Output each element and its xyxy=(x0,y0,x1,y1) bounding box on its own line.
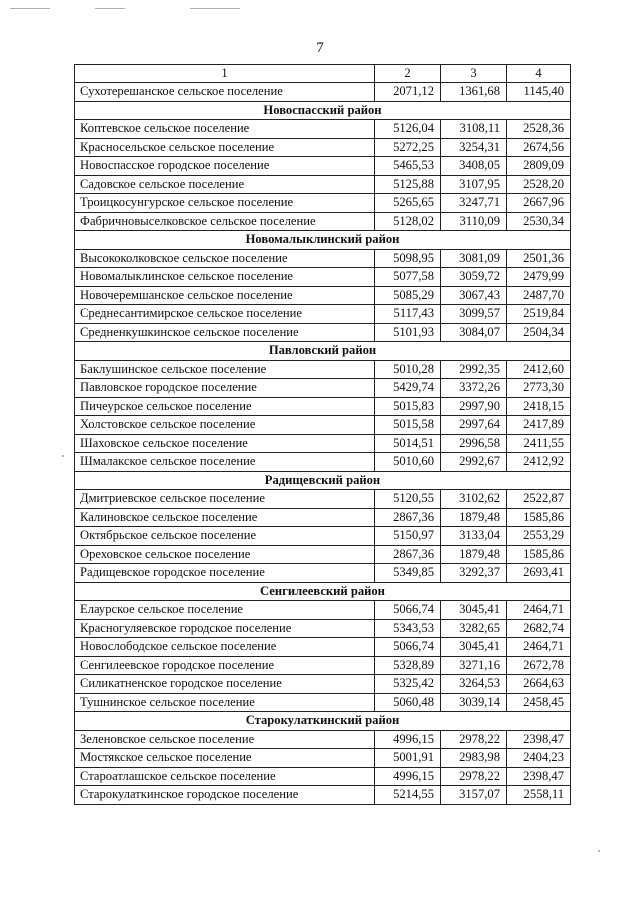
table-row xyxy=(75,564,571,583)
table-row xyxy=(75,434,571,453)
value-cell-4: 2411,55 xyxy=(507,434,571,453)
value-cell-3: 3084,07 xyxy=(441,323,507,342)
table-row xyxy=(75,286,571,305)
value-cell-3: 1879,48 xyxy=(441,545,507,564)
settlement-name-cell: Калиновское сельское поселение xyxy=(75,508,375,527)
table-row xyxy=(75,120,571,139)
value-cell-4: 2504,34 xyxy=(507,323,571,342)
value-cell-3: 1361,68 xyxy=(441,83,507,102)
value-cell-4: 2412,92 xyxy=(507,453,571,472)
district-title: Новомалыклинский район xyxy=(75,231,571,250)
value-cell-3: 3264,53 xyxy=(441,675,507,694)
value-cell-3: 3108,11 xyxy=(441,120,507,139)
value-cell-2: 5429,74 xyxy=(375,379,441,398)
scan-artifact xyxy=(190,8,240,9)
value-cell-4: 2487,70 xyxy=(507,286,571,305)
value-cell-3: 3099,57 xyxy=(441,305,507,324)
value-cell-3: 2997,64 xyxy=(441,416,507,435)
value-cell-2: 5010,28 xyxy=(375,360,441,379)
settlement-name-cell: Холстовское сельское поселение xyxy=(75,416,375,435)
value-cell-4: 2464,71 xyxy=(507,638,571,657)
settlement-name-cell: Баклушинское сельское поселение xyxy=(75,360,375,379)
header-cell: 4 xyxy=(507,65,571,83)
settlement-name-cell: Красногуляевское городское поселение xyxy=(75,619,375,638)
settlement-name-cell: Староатлашское сельское поселение xyxy=(75,767,375,786)
value-cell-3: 2978,22 xyxy=(441,730,507,749)
table-row xyxy=(75,545,571,564)
value-cell-2: 5101,93 xyxy=(375,323,441,342)
value-cell-4: 1585,86 xyxy=(507,545,571,564)
table-row xyxy=(75,601,571,620)
value-cell-3: 3271,16 xyxy=(441,656,507,675)
value-cell-3: 2983,98 xyxy=(441,749,507,768)
value-cell-4: 2398,47 xyxy=(507,730,571,749)
value-cell-2: 5060,48 xyxy=(375,693,441,712)
value-cell-2: 5272,25 xyxy=(375,138,441,157)
value-cell-3: 2992,35 xyxy=(441,360,507,379)
table-row xyxy=(75,397,571,416)
value-cell-3: 3045,41 xyxy=(441,638,507,657)
scan-artifact xyxy=(10,8,50,9)
table-row xyxy=(75,138,571,157)
table-row xyxy=(75,786,571,805)
table-row xyxy=(75,767,571,786)
settlement-name-cell: Ореховское сельское поселение xyxy=(75,545,375,564)
value-cell-4: 2558,11 xyxy=(507,786,571,805)
settlement-name-cell: Троицкосунгурское сельское поселение xyxy=(75,194,375,213)
settlement-name-cell: Пичеурское сельское поселение xyxy=(75,397,375,416)
value-cell-4: 2553,29 xyxy=(507,527,571,546)
value-cell-3: 3157,07 xyxy=(441,786,507,805)
table-row xyxy=(75,749,571,768)
value-cell-3: 2978,22 xyxy=(441,767,507,786)
value-cell-4: 2479,99 xyxy=(507,268,571,287)
scan-artifact xyxy=(62,455,64,457)
value-cell-3: 3408,05 xyxy=(441,157,507,176)
table-row xyxy=(75,453,571,472)
value-cell-3: 2992,67 xyxy=(441,453,507,472)
value-cell-4: 2418,15 xyxy=(507,397,571,416)
value-cell-3: 3254,31 xyxy=(441,138,507,157)
value-cell-3: 1879,48 xyxy=(441,508,507,527)
value-cell-3: 3059,72 xyxy=(441,268,507,287)
table-header-row xyxy=(75,65,571,83)
settlement-name-cell: Дмитриевское сельское поселение xyxy=(75,490,375,509)
table-row xyxy=(75,675,571,694)
value-cell-3: 3292,37 xyxy=(441,564,507,583)
scan-artifact xyxy=(95,8,125,9)
settlement-name-cell: Фабричновыселковское сельское поселение xyxy=(75,212,375,231)
value-cell-2: 5349,85 xyxy=(375,564,441,583)
value-cell-2: 5465,53 xyxy=(375,157,441,176)
value-cell-3: 3110,09 xyxy=(441,212,507,231)
district-title: Радищевский район xyxy=(75,471,571,490)
district-header-row xyxy=(75,101,571,120)
value-cell-4: 2404,23 xyxy=(507,749,571,768)
settlement-name-cell: Елаурское сельское поселение xyxy=(75,601,375,620)
value-cell-2: 5015,83 xyxy=(375,397,441,416)
settlement-name-cell: Октябрьское сельское поселение xyxy=(75,527,375,546)
value-cell-2: 5001,91 xyxy=(375,749,441,768)
value-cell-2: 5066,74 xyxy=(375,601,441,620)
value-cell-2: 5214,55 xyxy=(375,786,441,805)
value-cell-2: 5077,58 xyxy=(375,268,441,287)
table-row xyxy=(75,656,571,675)
settlement-name-cell: Павловское городское поселение xyxy=(75,379,375,398)
value-cell-2: 2867,36 xyxy=(375,545,441,564)
settlement-name-cell: Мостякское сельское поселение xyxy=(75,749,375,768)
table-row xyxy=(75,157,571,176)
table-row xyxy=(75,619,571,638)
value-cell-2: 5343,53 xyxy=(375,619,441,638)
value-cell-2: 5117,43 xyxy=(375,305,441,324)
value-cell-4: 2773,30 xyxy=(507,379,571,398)
header-cell: 2 xyxy=(375,65,441,83)
district-title: Новоспасский район xyxy=(75,101,571,120)
value-cell-3: 2996,58 xyxy=(441,434,507,453)
value-cell-2: 5066,74 xyxy=(375,638,441,657)
settlement-name-cell: Зеленовское сельское поселение xyxy=(75,730,375,749)
value-cell-4: 2693,41 xyxy=(507,564,571,583)
value-cell-4: 2664,63 xyxy=(507,675,571,694)
table-row xyxy=(75,508,571,527)
value-cell-4: 2398,47 xyxy=(507,767,571,786)
table-row xyxy=(75,379,571,398)
value-cell-2: 2071,12 xyxy=(375,83,441,102)
value-cell-3: 3081,09 xyxy=(441,249,507,268)
value-cell-2: 5098,95 xyxy=(375,249,441,268)
district-header-row xyxy=(75,582,571,601)
value-cell-4: 2458,45 xyxy=(507,693,571,712)
value-cell-2: 5085,29 xyxy=(375,286,441,305)
header-cell: 3 xyxy=(441,65,507,83)
settlement-name-cell: Сухотерешанское сельское поселение xyxy=(75,83,375,102)
value-cell-4: 2464,71 xyxy=(507,601,571,620)
value-cell-4: 2501,36 xyxy=(507,249,571,268)
value-cell-4: 2674,56 xyxy=(507,138,571,157)
value-cell-3: 3067,43 xyxy=(441,286,507,305)
district-title: Сенгилеевский район xyxy=(75,582,571,601)
settlement-name-cell: Среднесантимирское сельское поселение xyxy=(75,305,375,324)
settlement-name-cell: Тушнинское сельское поселение xyxy=(75,693,375,712)
value-cell-2: 5120,55 xyxy=(375,490,441,509)
value-cell-3: 3039,14 xyxy=(441,693,507,712)
value-cell-4: 1585,86 xyxy=(507,508,571,527)
table-row xyxy=(75,416,571,435)
value-cell-4: 2809,09 xyxy=(507,157,571,176)
table-row xyxy=(75,249,571,268)
table-row xyxy=(75,490,571,509)
district-header-row xyxy=(75,342,571,361)
settlement-name-cell: Красносельское сельское поселение xyxy=(75,138,375,157)
value-cell-4: 2672,78 xyxy=(507,656,571,675)
value-cell-2: 5328,89 xyxy=(375,656,441,675)
value-cell-3: 3372,26 xyxy=(441,379,507,398)
value-cell-4: 2530,34 xyxy=(507,212,571,231)
settlement-name-cell: Садовское сельское поселение xyxy=(75,175,375,194)
value-cell-2: 5126,04 xyxy=(375,120,441,139)
district-title: Старокулаткинский район xyxy=(75,712,571,731)
value-cell-4: 2522,87 xyxy=(507,490,571,509)
table-row xyxy=(75,730,571,749)
table-row xyxy=(75,693,571,712)
settlement-name-cell: Радищевское городское поселение xyxy=(75,564,375,583)
settlement-name-cell: Силикатненское городское поселение xyxy=(75,675,375,694)
value-cell-4: 2528,36 xyxy=(507,120,571,139)
value-cell-3: 3133,04 xyxy=(441,527,507,546)
value-cell-2: 2867,36 xyxy=(375,508,441,527)
value-cell-3: 3102,62 xyxy=(441,490,507,509)
scan-artifact xyxy=(598,850,600,852)
settlement-name-cell: Коптевское сельское поселение xyxy=(75,120,375,139)
value-cell-4: 2412,60 xyxy=(507,360,571,379)
table-row xyxy=(75,83,571,102)
value-cell-2: 4996,15 xyxy=(375,730,441,749)
table-row xyxy=(75,527,571,546)
value-cell-4: 2682,74 xyxy=(507,619,571,638)
value-cell-2: 5128,02 xyxy=(375,212,441,231)
value-cell-3: 2997,90 xyxy=(441,397,507,416)
district-header-row xyxy=(75,712,571,731)
value-cell-3: 3045,41 xyxy=(441,601,507,620)
table-row xyxy=(75,323,571,342)
settlement-name-cell: Средненкушкинское сельское поселение xyxy=(75,323,375,342)
page-number: 7 xyxy=(316,40,324,56)
table-row xyxy=(75,194,571,213)
district-header-row xyxy=(75,231,571,250)
value-cell-3: 3247,71 xyxy=(441,194,507,213)
table-row xyxy=(75,212,571,231)
value-cell-4: 2519,84 xyxy=(507,305,571,324)
table-row xyxy=(75,175,571,194)
value-cell-4: 2667,96 xyxy=(507,194,571,213)
settlement-name-cell: Новомалыклинское сельское поселение xyxy=(75,268,375,287)
table-row xyxy=(75,305,571,324)
value-cell-2: 5265,65 xyxy=(375,194,441,213)
value-cell-2: 4996,15 xyxy=(375,767,441,786)
table-row xyxy=(75,268,571,287)
value-cell-2: 5010,60 xyxy=(375,453,441,472)
settlement-name-cell: Шаховское сельское поселение xyxy=(75,434,375,453)
value-cell-2: 5015,58 xyxy=(375,416,441,435)
settlement-name-cell: Сенгилеевское городское поселение xyxy=(75,656,375,675)
value-cell-3: 3107,95 xyxy=(441,175,507,194)
settlement-name-cell: Новослободское сельское поселение xyxy=(75,638,375,657)
table-row xyxy=(75,360,571,379)
value-cell-2: 5325,42 xyxy=(375,675,441,694)
settlement-name-cell: Новочеремшанское сельское поселение xyxy=(75,286,375,305)
value-cell-4: 2417,89 xyxy=(507,416,571,435)
value-cell-2: 5150,97 xyxy=(375,527,441,546)
district-title: Павловский район xyxy=(75,342,571,361)
settlements-table xyxy=(74,64,571,805)
value-cell-4: 1145,40 xyxy=(507,83,571,102)
value-cell-3: 3282,65 xyxy=(441,619,507,638)
table-row xyxy=(75,638,571,657)
value-cell-2: 5014,51 xyxy=(375,434,441,453)
header-cell: 1 xyxy=(75,65,375,83)
settlement-name-cell: Старокулаткинское городское поселение xyxy=(75,786,375,805)
district-header-row xyxy=(75,471,571,490)
value-cell-4: 2528,20 xyxy=(507,175,571,194)
settlement-name-cell: Шмалакское сельское поселение xyxy=(75,453,375,472)
settlement-name-cell: Новоспасское городское поселение xyxy=(75,157,375,176)
settlement-name-cell: Высококолковское сельское поселение xyxy=(75,249,375,268)
value-cell-2: 5125,88 xyxy=(375,175,441,194)
